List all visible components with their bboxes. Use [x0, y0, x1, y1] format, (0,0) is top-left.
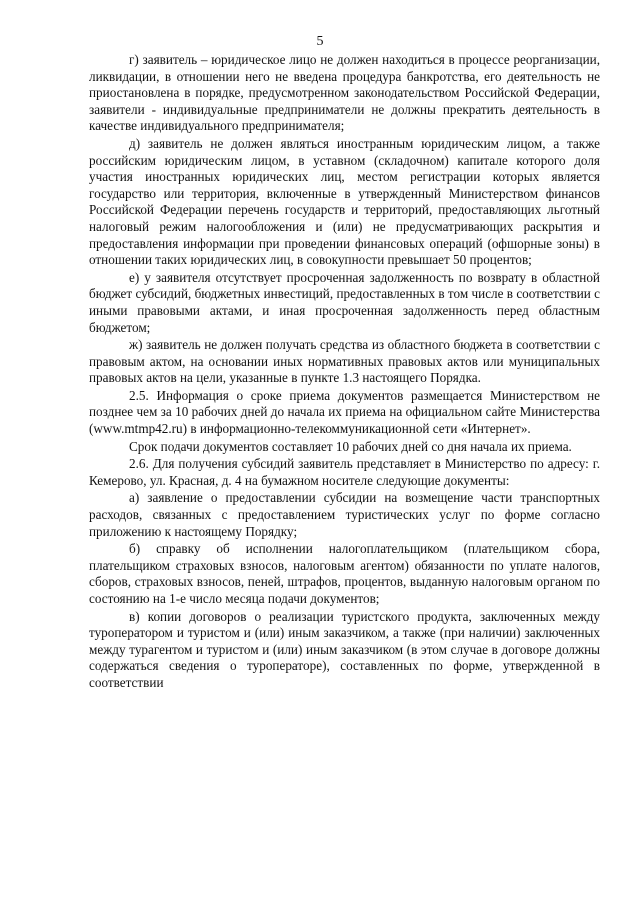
document-body: [89, 52, 600, 692]
paragraph-2-5: 2.5. Информация о сроке приема документов размещается Министерством не позднее чем за 10 рабочих дней до начала их приема на официальном сайте Министерства (www.mtmp42.ru) в информационно-телекоммуникационной сети «Интернет».: [89, 387, 600, 437]
paragraph-b: б) справку об исполнении налогоплательщиком (плательщиком сбора, плательщиком страховых взносов, налоговым агентом) обязанности по уплате налогов, сборов, страховых взносов, пеней, штрафов, процентов, выданную налоговым органом по состоянию на 1-е число месяца подачи документов;: [89, 541, 600, 606]
paragraph-g: г) заявитель – юридическое лицо не должен находиться в процессе реорганизации, ликвидации, в отношении него не введена процедура банкротства, его деятельность не приостановлена в порядке, предусмотренном законодательством Российской Федерации, заявители - индивидуальные предприниматели не должны прекратить деятельность в качестве индивидуального предпринимателя;: [89, 52, 600, 134]
paragraph-deadline: Срок подачи документов составляет 10 рабочих дней со дня начала их приема.: [129, 438, 572, 454]
paragraph-e: е) у заявителя отсутствует просроченная задолженность по возврату в областной бюджет субсидий, бюджетных инвестиций, предоставленных в том числе в соответствии с иными правовыми актами, и иная просроченная задолженность перед областным бюджетом;: [89, 269, 600, 335]
paragraph-2-6: 2.6. Для получения субсидий заявитель представляет в Министерство по адресу: г. Кемерово, ул. Красная, д. 4 на бумажном носителе следующие документы:: [89, 456, 600, 488]
paragraph-d: д) заявитель не должен являться иностранным юридическим лицом, а также российским юридическим лицом, в уставном (складочном) капитале которого доля участия иностранных юридических лиц, местом регистрации которых является государство или территория, включенные в утвержденный Министерством финансов Российской Федерации перечень государств и территорий, предоставляющих льготный налоговый режим налогообложения и (или) не предусматривающих раскрытия и предоставления информации при проведении финансовых операций (офшорные зоны) в отношении таких юридических лиц, в совокупности превышает 50 процентов;: [89, 135, 600, 268]
page-number: 5: [316, 34, 324, 49]
paragraph-a: а) заявление о предоставлении субсидии на возмещение части транспортных расходов, связанных с предоставлением туристических услуг по форме согласно приложению к настоящему Порядку;: [89, 490, 600, 539]
paragraph-v: в) копии договоров о реализации туристского продукта, заключенных между туроператором и туристом и (или) иным заказчиком, а также (при наличии) заключенных между турагентом и туристом и (или) иным заказчиком (в этом случае в договоре должны содержаться сведения о туроператоре), составленных по форме, утвержденной в соответствии: [89, 608, 600, 690]
paragraph-zh: ж) заявитель не должен получать средства из областного бюджета в соответствии с правовым актом, на основании иных нормативных правовых актов или муниципальных правовых актов на цели, указанные в пункте 1.3 настоящего Порядка.: [89, 337, 600, 386]
